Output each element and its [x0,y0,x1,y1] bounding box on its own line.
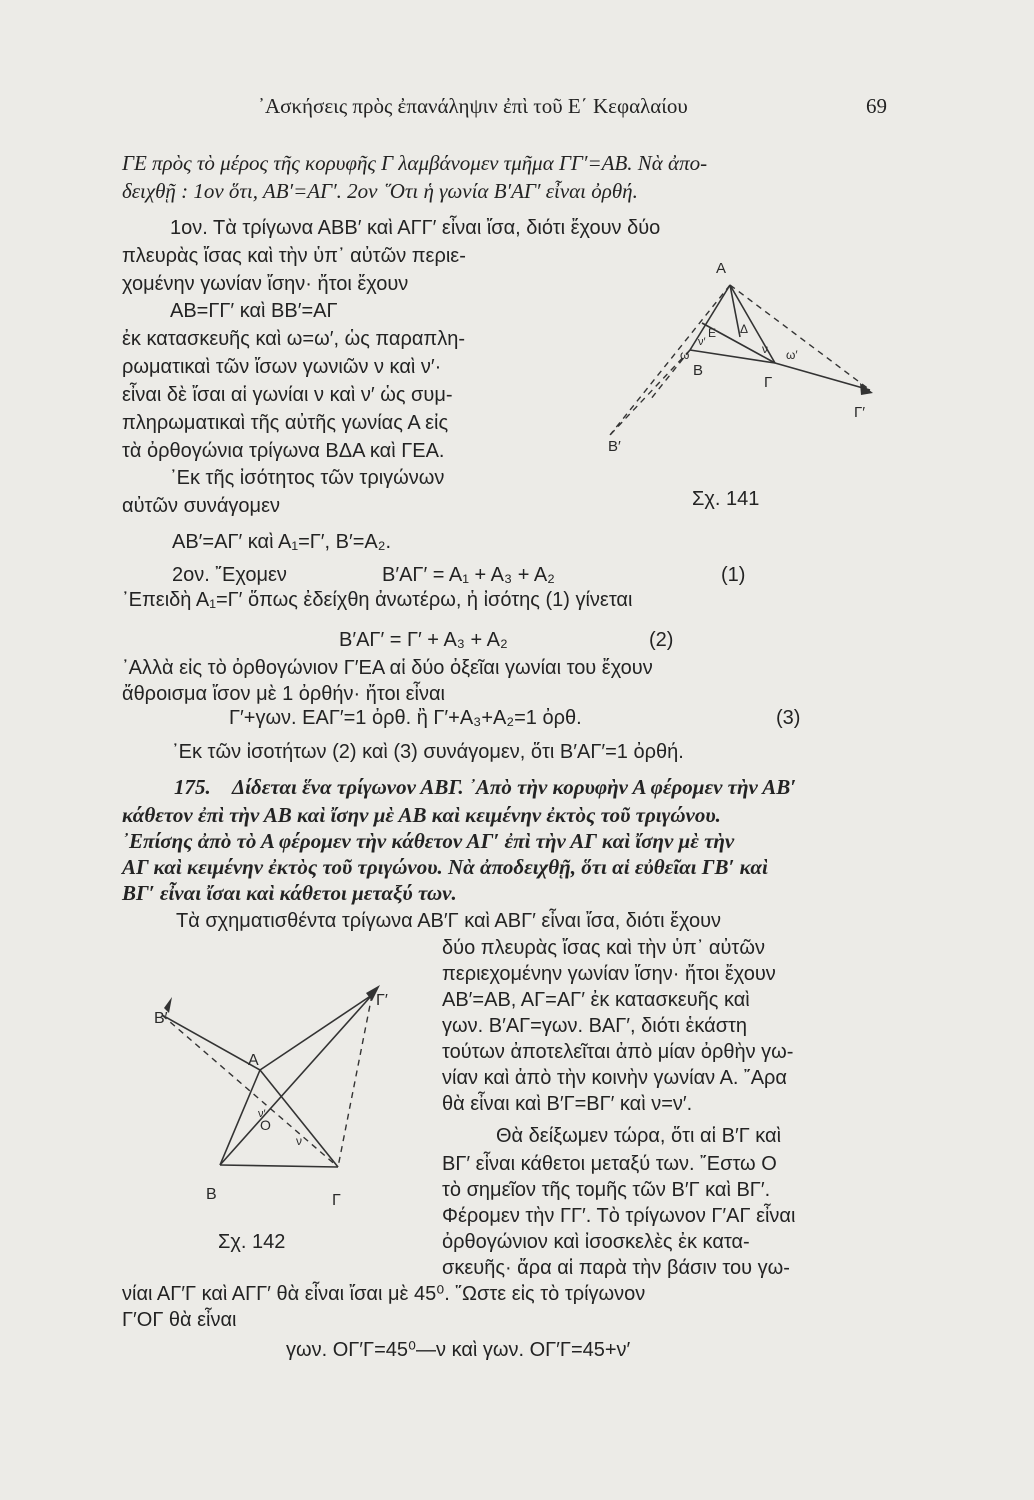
part2-line-5: ἄθροισμα ἴσον μὲ 1 ὀρθήν· ἤτοι εἶναι [122,683,445,705]
fig141-label-E: Ε [708,326,717,340]
exercise-line-4: ΑΓ καὶ κειμένην ἐκτὸς τοῦ τριγώνου. Νὰ ἀποδειχθῇ, ὅτι αἱ εὐθεῖαι ΓΒ′ καὶ [122,855,768,879]
solution-line-5: γων. Β′ΑΓ=γων. ΒΑΓ′, διότι ἑκάστη [442,1015,748,1037]
part2-line-1-equation: Β′ΑΓ′ = Α₁ + Α₃ + Α₂ [382,564,555,586]
solution-line-17: γων. ΟΓ′Γ=45⁰—ν καὶ γων. ΟΓ′Γ=45+ν′ [286,1339,631,1361]
part1-line-5: ἐκ κατασκευῆς καὶ ω=ω′, ὡς παραπλη- [122,328,465,350]
fig142-label-O: Ο [260,1117,271,1133]
exercise-number: 175. [174,775,211,799]
part2-line-6-number: (3) [776,707,801,729]
solution-line-1: Τὰ σχηματισθέντα τρίγωνα ΑΒ′Γ καὶ ΑΒΓ′ εἶναι ἴσα, διότι ἔχουν [176,910,722,932]
solution-line-14: σκευῆς· ἄρα αἱ παρὰ τὴν βάσιν του γω- [442,1257,790,1279]
fig141-label-D: Δ [740,322,749,336]
solution-line-4: ΑΒ′=ΑΒ, ΑΓ=ΑΓ′ ἐκ κατασκευῆς καὶ [442,989,750,1011]
fig141-label-vp: ν′ [698,336,706,348]
part1-line-9: τὰ ὀρθογώνια τρίγωνα ΒΔΑ καὶ ΓΕΑ. [122,440,445,462]
fig142-label-A: Α [248,1052,259,1069]
solution-line-8: θὰ εἶναι καὶ Β′Γ=ΒΓ′ καὶ ν=ν′. [442,1093,693,1115]
part2-line-7: ᾿Εκ τῶν ἰσοτήτων (2) καὶ (3) συνάγομεν, ὅτι Β′ΑΓ′=1 ὀρθή. [172,741,684,763]
fig142-label-v: ν [296,1134,302,1148]
exercise-line-2: κάθετον ἐπὶ τὴν ΑΒ καὶ ἴσην μὲ ΑΒ καὶ κειμένην ἐκτὸς τοῦ τριγώνου. [122,803,721,827]
solution-line-16: Γ′ΟΓ θὰ εἶναι [122,1309,237,1331]
fig141-label-G: Γ [764,374,773,391]
figure-142-caption: Σχ. 142 [218,1231,286,1253]
fig142-label-vp: ν′ [258,1108,266,1120]
part2-line-3-number: (2) [649,629,674,651]
part1-line-8: πληρωματικαὶ τῆς αὐτῆς γωνίας Α εἰς [122,412,449,434]
fig141-label-A: Α [716,260,727,277]
solution-line-15: νίαι ΑΓ′Γ καὶ ΑΓΓ′ θὰ εἶναι ἴσαι μὲ 45⁰. ῞Ωστε εἰς τὸ τρίγωνον [122,1283,646,1305]
solution-line-3: περιεχομένην γωνίαν ἴσην· ἤτοι ἔχουν [442,963,776,985]
part1-line-6: ρωματικαὶ τῶν ἴσων γωνιῶν ν καὶ ν′· [122,356,442,378]
part1-line-2: πλευρὰς ἴσας καὶ τὴν ὑπ᾿ αὐτῶν περιε- [122,245,466,267]
fig142-label-Bp: Β′ [154,1010,168,1027]
solution-line-7: νίαν καὶ ἀπὸ τὴν κοινὴν γωνίαν Α. ῎Αρα [442,1067,787,1089]
part1-line-7: εἶναι δὲ ἴσαι αἱ γωνίαι ν καὶ ν′ ὡς συμ- [122,384,453,406]
fig142-label-B: Β [206,1186,217,1203]
solution-line-2: δύο πλευρὰς ἴσας καὶ τὴν ὑπ᾿ αὐτῶν [442,937,765,959]
part2-line-2: ᾿Επειδὴ Α₁=Γ′ ὅπως ἐδείχθη ἀνωτέρω, ἡ ἰσότης (1) γίνεται [122,589,633,611]
solution-line-6: τούτων ἀποτελεῖται ἀπὸ μίαν ὀρθὴν γω- [442,1041,794,1063]
part1-line-1: 1ον. Τὰ τρίγωνα ΑΒΒ′ καὶ ΑΓΓ′ εἶναι ἴσα, διότι ἔχουν δύο [170,217,661,239]
figure-142 [140,975,400,1209]
intro-line-2: δειχθῇ : 1ον ὅτι, ΑΒ′=ΑΓ′. 2ον ῞Οτι ἡ γωνία Β′ΑΓ′ εἶναι ὀρθή. [122,179,638,203]
exercise-line-1: Δίδεται ἕνα τρίγωνον ΑΒΓ. ᾿Απὸ τὴν κορυφὴν Α φέρομεν τὴν ΑΒ′ [232,775,797,799]
part2-line-6-equation: Γ′+γων. ΕΑΓ′=1 ὀρθ. ἢ Γ′+Α₃+Α₂=1 ὀρθ. [229,707,582,729]
part2-line-1-number: (1) [721,564,746,586]
part2-line-3-equation: Β′ΑΓ′ = Γ′ + Α₃ + Α₂ [339,629,508,651]
part1-line-3: χομένην γωνίαν ἴσην· ἤτοι ἔχουν [122,273,409,295]
fig141-label-B: Β [693,362,704,379]
solution-line-13: ὀρθογώνιον καὶ ἰσοσκελὲς ἐκ κατα- [442,1231,750,1253]
solution-line-9: Θὰ δείξωμεν τώρα, ὅτι αἱ Β′Γ καὶ [496,1125,782,1147]
part2-line-4: ᾿Αλλὰ εἰς τὸ ὀρθογώνιον Γ′ΕΑ αἱ δύο ὀξεῖαι γωνίαι του ἔχουν [122,657,653,679]
fig141-label-Bp: Β′ [608,438,621,455]
fig142-label-Gp: Γ′ [376,992,388,1009]
figure-141 [590,255,890,455]
exercise-line-3: ᾿Επίσης ἀπὸ τὸ Α φέρομεν τὴν κάθετον ΑΓ′ ἐπὶ τὴν ΑΓ καὶ ἴσην μὲ τὴν [122,829,735,853]
solution-line-12: Φέρομεν τὴν ΓΓ′. Τὸ τρίγωνον Γ′ΑΓ εἶναι [442,1205,796,1227]
exercise-line-5: ΒΓ′ εἶναι ἴσαι καὶ κάθετοι μεταξύ των. [122,881,457,905]
fig141-label-v: ν [762,342,768,356]
solution-line-10: ΒΓ′ εἶναι κάθετοι μεταξύ των. ῎Εστω Ο [442,1153,777,1175]
running-title: ᾿Ασκήσεις πρὸς ἐπανάληψιν ἐπὶ τοῦ Ε΄ Κεφαλαίου [258,94,688,118]
fig141-label-omegap: ω′ [786,348,798,362]
part1-line-11: αὐτῶν συνάγομεν [122,495,280,517]
solution-line-11: τὸ σημεῖον τῆς τομῆς τῶν Β′Γ καὶ ΒΓ′. [442,1179,771,1201]
fig141-label-Gp: Γ′ [854,404,866,421]
figure-141-caption: Σχ. 141 [692,488,760,510]
part1-line-10: ᾿Εκ τῆς ἰσότητος τῶν τριγώνων [170,467,445,489]
fig142-label-G: Γ [332,1192,341,1209]
page-number: 69 [866,94,887,118]
part2-line-1-label: 2ον. ῎Εχομεν [172,564,287,586]
part1-line-12: ΑΒ′=ΑΓ′ καὶ Α₁=Γ′, Β′=Α₂. [172,531,392,553]
fig141-label-omega: ω [680,348,690,362]
part1-line-4: ΑΒ=ΓΓ′ καὶ ΒΒ′=ΑΓ [170,300,338,322]
intro-line-1: ΓΕ πρὸς τὸ μέρος τῆς κορυφῆς Γ λαμβάνομεν τμῆμα ΓΓ′=ΑΒ. Νὰ ἀπο- [122,151,708,175]
